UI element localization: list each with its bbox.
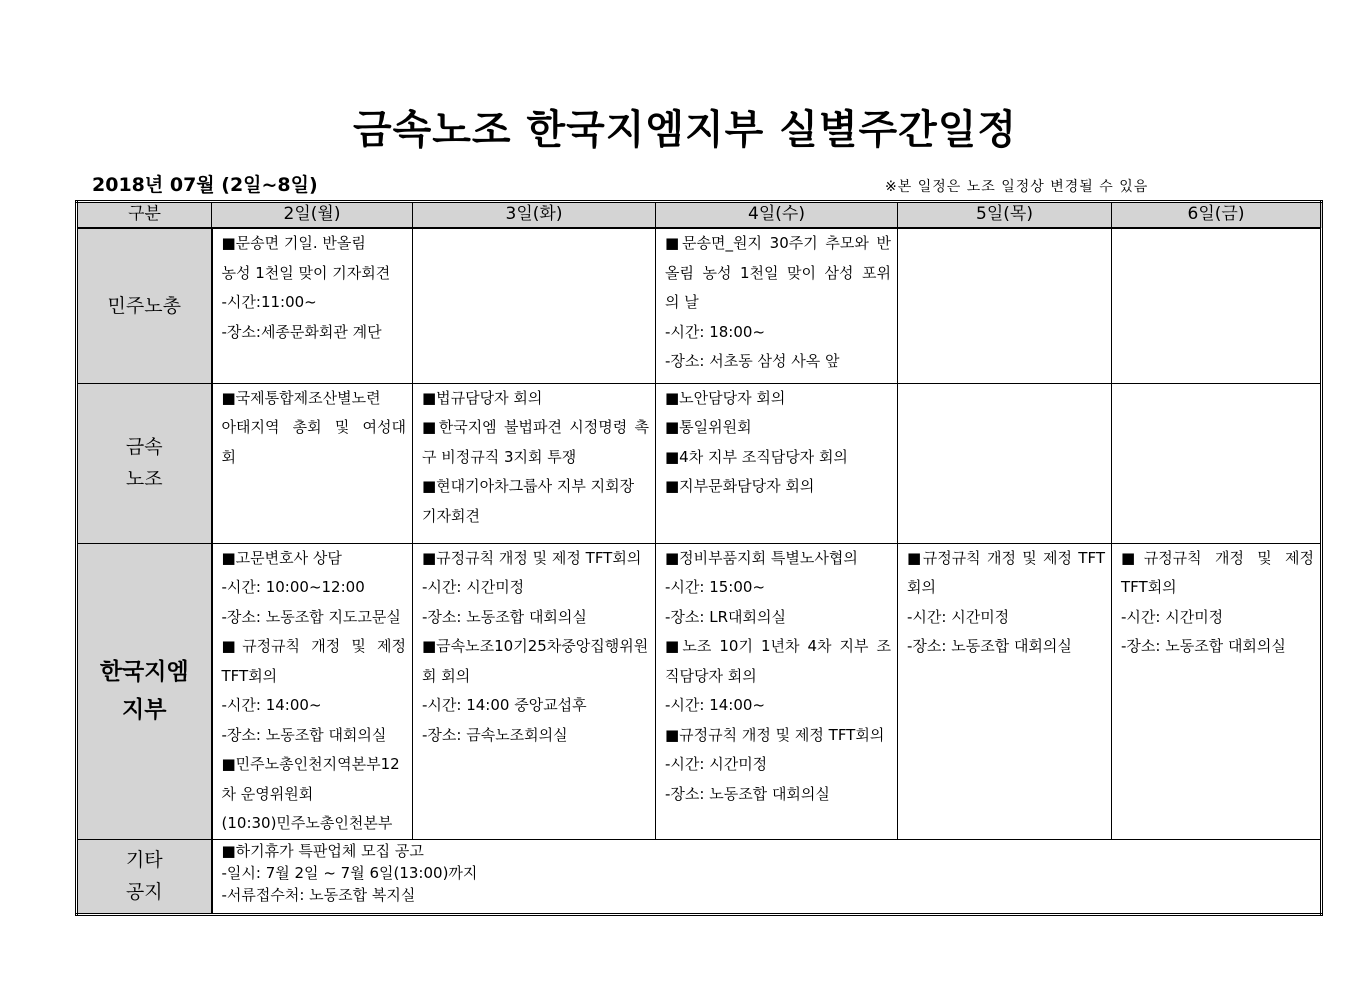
cell-gm-tue <box>413 543 656 839</box>
date-range: 2018년 07월 (2일~8일) <box>92 174 318 196</box>
cell-line: -서류접수처: 노동조합 복지실 <box>221 885 416 904</box>
cell-line: ■규정규칙 개정 및 제정 TFT <box>907 548 1105 567</box>
cell-kctu-thu <box>898 228 1112 383</box>
cell-kctu-mon <box>212 228 413 383</box>
cell-line: (10:30)민주노총인천본부 <box>221 814 393 832</box>
cell-line: ■문송면_원지 30주기 추모와 반 <box>665 234 891 252</box>
cell-gm-thu <box>898 543 1112 839</box>
cell-line: ■하기휴가 특판업체 모집 공고 <box>221 841 424 860</box>
cell-line: -시간: 시간미정 <box>907 607 1010 626</box>
cell-line: ■민주노총인천지역본부12 <box>221 755 400 773</box>
header-day-thu: 5일(목) <box>898 202 1112 229</box>
cell-line: ■정비부품지회 특별노사협의 <box>665 548 858 567</box>
cell-line: ■고문변호사 상담 <box>221 548 342 567</box>
cell-line: ■국제통합제조산별노련 <box>221 388 381 407</box>
cell-line: -장소: LR대회의실 <box>665 607 786 626</box>
cell-line: 올림 농성 1천일 맞이 삼성 포위 <box>665 263 891 282</box>
row-label-text: 금속 <box>125 436 163 458</box>
cell-gm-mon <box>212 543 413 839</box>
cell-line: ■노안담당자 회의 <box>665 388 786 407</box>
row-label-metal-union <box>77 383 212 543</box>
cell-other-notice <box>212 839 1322 914</box>
header-row <box>77 202 1322 229</box>
change-notice: ※본 일정은 노조 일정상 변경될 수 있음 <box>885 179 1149 195</box>
cell-line: 회 회의 <box>422 666 471 685</box>
cell-line: ■현대기아차그룹사 지부 지회장 <box>422 477 635 495</box>
row-label-gm-branch <box>77 543 212 839</box>
cell-line: ■4차 지부 조직담당자 회의 <box>665 447 848 466</box>
cell-gm-fri <box>1112 543 1322 839</box>
row-label-text: 민주노총 <box>107 294 181 317</box>
cell-line: -장소: 노동조합 대회의실 <box>221 725 387 744</box>
cell-line: ■통일위원회 <box>665 418 752 436</box>
cell-line: ■규정규칙 개정 및 제정 <box>1121 548 1314 567</box>
cell-line: 의 날 <box>665 293 699 311</box>
cell-line: -장소: 노동조합 대회의실 <box>1121 637 1286 655</box>
cell-kctu-wed <box>656 228 898 383</box>
header-day-mon: 2일(월) <box>212 202 413 229</box>
cell-line: -시간: 시간미정 <box>665 755 768 773</box>
cell-line: 직담당자 회의 <box>665 666 757 685</box>
row-kctu <box>77 228 1322 383</box>
cell-line: -일시: 7월 2일 ~ 7월 6일(13:00)까지 <box>221 863 478 882</box>
row-label-other-notice <box>77 839 212 914</box>
row-label-text: 지부 <box>122 697 167 723</box>
cell-line: 농성 1천일 맞이 기자회견 <box>221 263 391 282</box>
header-day-wed: 4일(수) <box>656 202 898 229</box>
row-other-notice <box>77 839 1322 914</box>
cell-line: -시간: 시간미정 <box>1121 607 1224 626</box>
cell-metal-mon <box>212 383 413 543</box>
cell-kctu-fri <box>1112 228 1322 383</box>
weekly-schedule-table <box>75 200 1323 916</box>
header-day-fri: 6일(금) <box>1112 202 1322 229</box>
cell-line: 기자회견 <box>422 506 480 525</box>
cell-kctu-tue <box>413 228 656 383</box>
cell-line: TFT회의 <box>1121 578 1177 596</box>
row-label-kctu <box>77 228 212 383</box>
cell-line: -시간: 15:00~ <box>665 578 766 596</box>
cell-line: -장소: 노동조합 대회의실 <box>665 784 830 803</box>
cell-line: 아태지역 총회 및 여성대 <box>221 418 406 436</box>
cell-line: 구 비정규직 3지회 투쟁 <box>422 447 577 466</box>
cell-line: -장소: 금속노조회의실 <box>422 725 568 744</box>
cell-line: -시간: 시간미정 <box>422 578 525 596</box>
cell-line: 차 운영위원회 <box>221 784 314 803</box>
cell-gm-wed <box>656 543 898 839</box>
cell-line: -장소:세종문화회관 계단 <box>221 322 382 341</box>
cell-line: ■노조 10기 1년차 4차 지부 조 <box>665 637 891 655</box>
cell-line: TFT회의 <box>221 666 278 685</box>
cell-line: -시간:11:00~ <box>221 293 317 311</box>
cell-line: ■규정규칙 개정 및 제정 TFT회의 <box>665 725 885 744</box>
cell-metal-tue <box>413 383 656 543</box>
row-label-text: 공지 <box>125 881 163 903</box>
cell-line: ■문송면 기일. 반올림 <box>221 234 366 252</box>
cell-line: -장소: 서초동 삼성 사옥 앞 <box>665 352 840 370</box>
row-gm-branch <box>77 543 1322 839</box>
cell-line: -시간: 18:00~ <box>665 322 766 341</box>
cell-line: ■지부문화담당자 회의 <box>665 477 815 495</box>
cell-metal-fri <box>1112 383 1322 543</box>
row-label-text: 한국지엠 <box>99 659 189 685</box>
cell-line: -시간: 10:00~12:00 <box>221 578 365 596</box>
row-label-text: 기타 <box>125 849 163 871</box>
cell-line: -시간: 14:00 중앙교섭후 <box>422 696 587 714</box>
cell-line: -시간: 14:00~ <box>665 696 766 714</box>
cell-line: ■규정규칙 개정 및 제정 TFT회의 <box>422 548 642 567</box>
cell-line: -장소: 노동조합 지도고문실 <box>221 607 401 626</box>
cell-line: 회 <box>221 447 236 466</box>
cell-metal-wed <box>656 383 898 543</box>
cell-line: ■한국지엠 불법파견 시정명령 촉 <box>422 418 649 436</box>
cell-line: -장소: 노동조합 대회의실 <box>422 607 587 626</box>
cell-line: -장소: 노동조합 대회의실 <box>907 637 1072 655</box>
cell-line: ■법규담당자 회의 <box>422 388 543 407</box>
cell-line: ■금속노조10기25차중앙집행위원 <box>422 637 649 655</box>
row-label-text: 노조 <box>125 468 163 490</box>
cell-metal-thu <box>898 383 1112 543</box>
row-metal-union <box>77 383 1322 543</box>
cell-line: 회의 <box>907 578 936 596</box>
document-title: 금속노조 한국지엠지부 실별주간일정 <box>352 107 1018 153</box>
cell-line: -시간: 14:00~ <box>221 696 322 714</box>
header-day-tue: 3일(화) <box>413 202 656 229</box>
header-category: 구분 <box>77 202 212 229</box>
cell-line: ■규정규칙 개정 및 제정 <box>221 637 406 655</box>
